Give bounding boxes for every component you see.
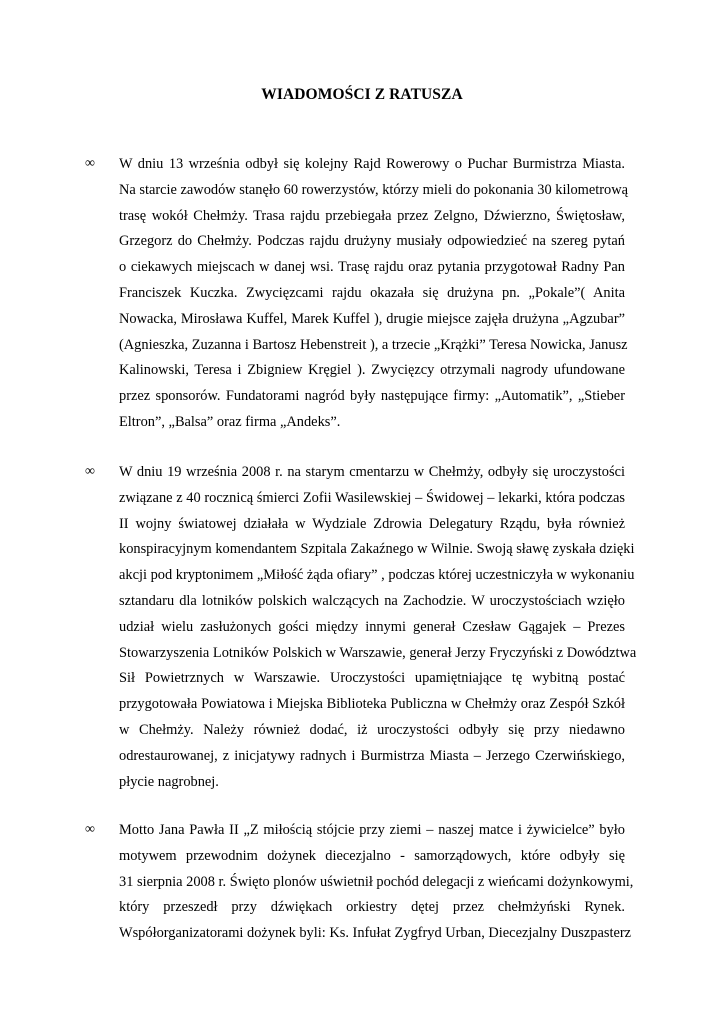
paragraph-line: który przeszedł przy dźwiękach orkiestry dętej przez chełmżyński Rynek. <box>119 899 625 915</box>
paragraph-line: Motto Jana Pawła II „Z miłością stójcie przy ziemi – naszej matce i żywicielce” było <box>119 822 625 838</box>
paragraph-line: w Chełmży. Należy również dodać, iż uroczystości odbyły się przy niedawno <box>119 722 625 738</box>
paragraph-line: Stowarzyszenia Lotników Polskich w Warszawie, generał Jerzy Fryczyński z Dowództwa <box>119 645 637 661</box>
paragraph-line: o ciekawych miejscach w danej wsi. Trasę rajdu oraz pytania przygotował Radny Pan <box>119 259 625 275</box>
paragraph-line: Sił Powietrznych w Warszawie. Uroczystości upamiętniające tę wybitną postać <box>119 670 625 686</box>
page-title: WIADOMOŚCI Z RATUSZA <box>261 86 463 103</box>
paragraph-line: 31 sierpnia 2008 r. Święto plonów uświetnił pochód delegacji z wieńcami dożynkowymi, <box>119 874 634 890</box>
paragraph-line: W dniu 19 września 2008 r. na starym cmentarzu w Chełmży, odbyły się uroczystości <box>119 464 625 480</box>
paragraph-line: sztandaru dla lotników polskich walczących na Zachodzie. W uroczystościach wzięło <box>119 593 625 609</box>
paragraph-line: akcji pod kryptonimem „Miłość żąda ofiary” , podczas której uczestniczyła w wykonaniu <box>119 567 635 583</box>
infinity-bullet-icon: ∞ <box>85 156 95 171</box>
infinity-bullet-icon: ∞ <box>85 464 95 479</box>
paragraph-line: Współorganizatorami dożynek byli: Ks. Infułat Zygfryd Urban, Diecezjalny Duszpasterz <box>119 925 632 941</box>
paragraph-line: motywem przewodnim dożynek diecezjalno - samorządowych, które odbyły się <box>119 848 625 864</box>
paragraph-line: W dniu 13 września odbył się kolejny Rajd Rowerowy o Puchar Burmistrza Miasta. <box>119 156 625 172</box>
paragraph-line: przez sponsorów. Fundatorami nagród były następujące firmy: „Automatik”, „Stieber <box>119 388 625 404</box>
paragraph-line: (Agnieszka, Zuzanna i Bartosz Hebenstreit ), a trzecie „Krążki” Teresa Nowicka, Janusz <box>119 337 628 353</box>
paragraph-line: Nowacka, Mirosława Kuffel, Marek Kuffel ), drugie miejsce zajęła drużyna „Agzubar” <box>119 311 625 327</box>
paragraph-line: przygotowała Powiatowa i Miejska Biblioteka Publiczna w Chełmży oraz Zespół Szkół <box>119 696 625 712</box>
paragraph-line: trasę wokół Chełmży. Trasa rajdu przebiegała przez Zelgno, Dźwierzno, Świętosław, <box>119 208 625 224</box>
paragraph-line: płycie nagrobnej. <box>119 774 219 790</box>
infinity-bullet-icon: ∞ <box>85 822 95 837</box>
paragraph-line: Franciszek Kuczka. Zwycięzcami rajdu okazała się drużyna pn. „Pokale”( Anita <box>119 285 625 301</box>
paragraph-line: Eltron”, „Balsa” oraz firma „Andeks”. <box>119 414 341 430</box>
paragraph-line: konspiracyjnym komendantem Szpitala Zakaźnego w Wilnie. Swoją sławę zyskała dzięki <box>119 541 635 557</box>
paragraph-line: Kalinowski, Teresa i Zbigniew Kręgiel ). Zwycięzcy otrzymali nagrody ufundowane <box>119 362 625 378</box>
paragraph-line: Na starcie zawodów stanęło 60 rowerzystów, którzy mieli do pokonania 30 kilometrową <box>119 182 628 198</box>
paragraph-line: związane z 40 rocznicą śmierci Zofii Wasilewskiej – Świdowej – lekarki, która podczas <box>119 490 625 506</box>
paragraph-line: II wojny światowej działała w Wydziale Zdrowia Delegatury Rządu, była również <box>119 516 625 532</box>
paragraph-line: udział wielu zasłużonych gości między innymi generał Czesław Gągajek – Prezes <box>119 619 625 635</box>
paragraph-line: odrestaurowanej, z inicjatywy radnych i Burmistrza Miasta – Jerzego Czerwińskiego, <box>119 748 625 764</box>
paragraph-line: Grzegorz do Chełmży. Podczas rajdu drużyny musiały odpowiedzieć na szereg pytań <box>119 233 625 249</box>
